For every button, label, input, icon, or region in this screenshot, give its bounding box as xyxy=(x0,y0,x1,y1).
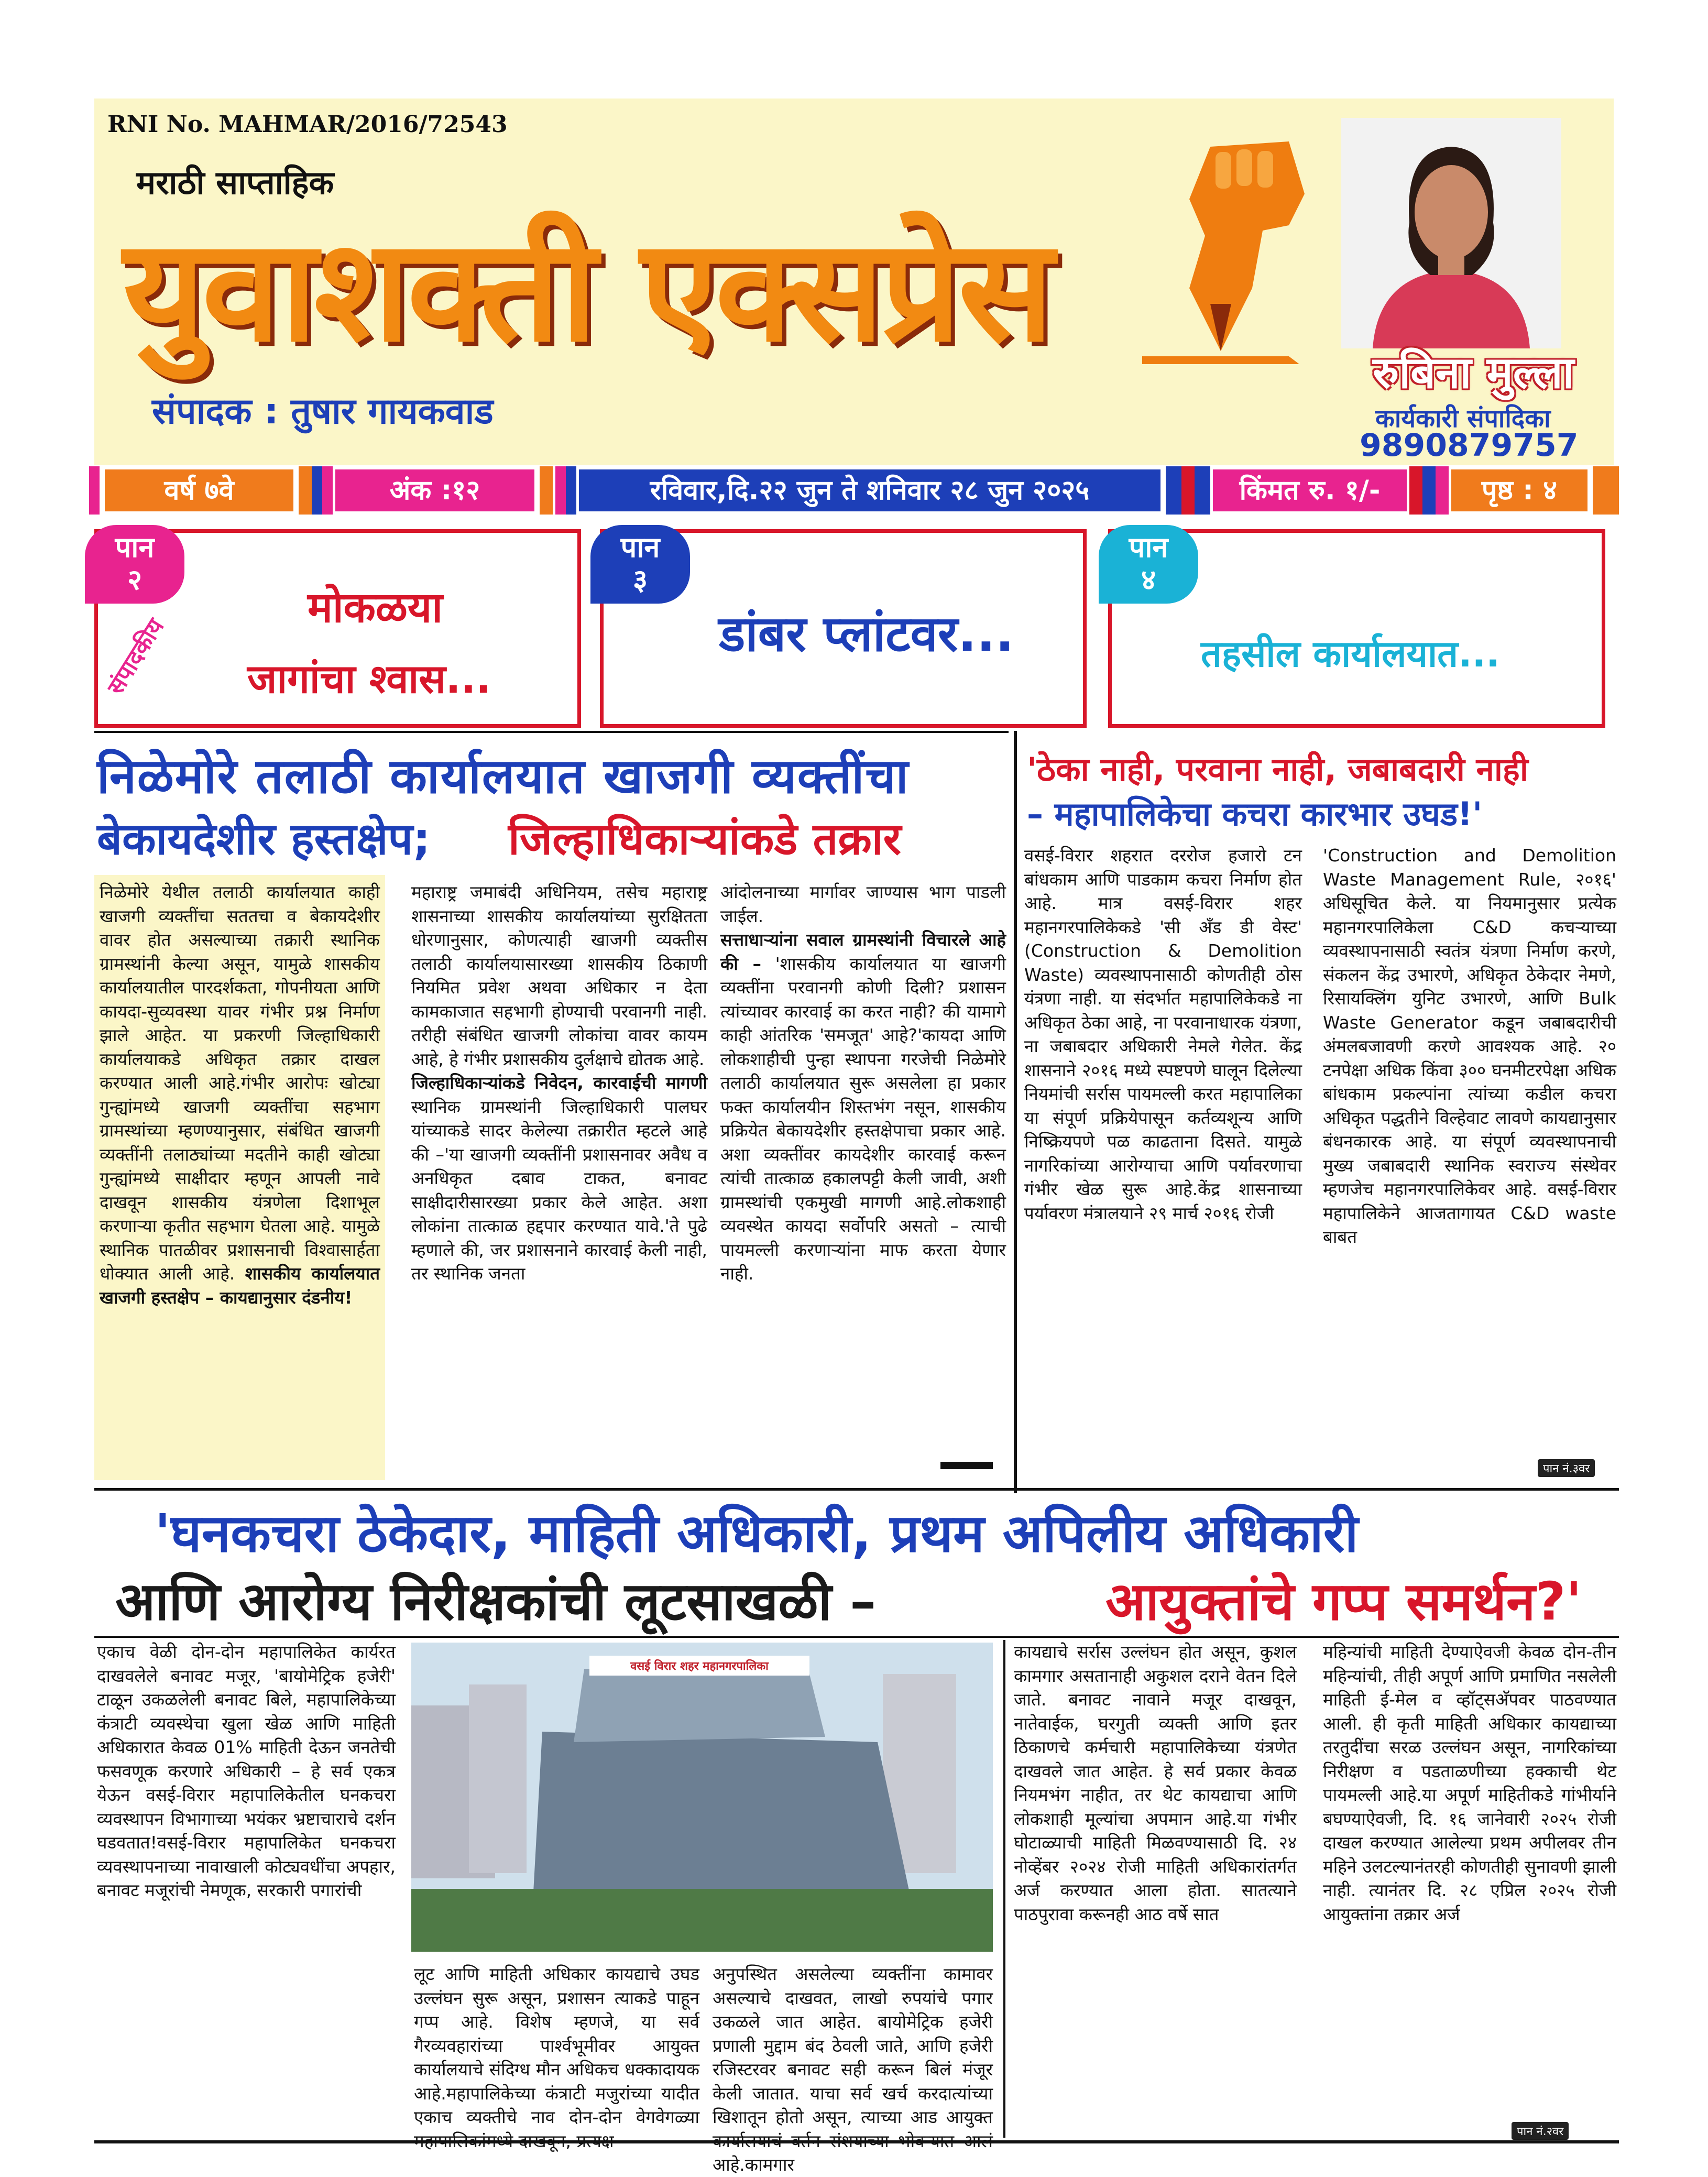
article3-col3: अनुपस्थित असलेल्या व्यक्तींना कामावर असल्याचे दाखवत, लाखो रुपयांचे पगार उकळले जात आहेत. बायोमेट्रिक हजेरी प्रणाली मुद्दाम बंद ठेवली जाते, आणि हजेरी रजिस्टरवर बनावट सही करून बिलं मंजूर केली जातात. याचा सर्व खर्च करदात्यांच्या खिशातून होतो असून, त्याच्या आड आयुक्त आहे.कामगार xyxy=(713,1964,993,2175)
issue-number: अंक :१२ xyxy=(335,469,534,511)
page-count: पृष्ठ : ४ xyxy=(1451,469,1587,511)
article1-col3: आंदोलनाच्या मार्गावर जाण्यास भाग पाडली जाईल. सत्ताधाऱ्यांना सवाल ग्रामस्थांनी विचारले आहे की – 'शासकीय कार्यालयात या खाजगी व्यक्तींना परवानगी कोणी दिली? प्रशासन त्यांच्यावर कारवाई का करत नाही? की यामागे काही आंतरिक 'समजूत' आहे?'कायदा आणि लोकशाहीची पुन्हा स्थापना गरजेची निळेमोरे तलाठी कार्यालयात सुरू असलेला हा प्रकार फक्त कार्यालयीन शिस्तभंग नसून, शासकीय प्रक्रियेत बेकायदेशीर हस्तक्षेपाचा प्रकार आहे. अशा व्यक्तींवर कायदेशीर कारवाई करून त्यांची तात्काळ हकालपट्टी केली जावी, अशी ग्रामस्थांची एकमुखी मागणी आहे.लोकशाही व्यवस्थेत कायदा सर्वोपरि असतो – त्याची पायमल्ली करणाऱ्यांना माफ करता येणार नाही. xyxy=(720,882,1006,1284)
end-mark xyxy=(940,1462,993,1469)
teaser-page-4[interactable] xyxy=(1108,529,1605,728)
editor-line: संपादक : तुषार गायकवाड xyxy=(152,391,494,432)
teaser-line1: मोकळया xyxy=(308,583,443,632)
article2-headline-line1: 'ठेका नाही, परवाना नाही, जबाबदारी नाही xyxy=(1027,750,1528,789)
divider xyxy=(94,1488,1619,1491)
teaser-line1: डांबर प्लांटवर... xyxy=(719,606,1014,663)
teaser-page-2[interactable] xyxy=(94,529,581,728)
page-bubble: पान ४ xyxy=(1099,525,1198,604)
article1-headline-line1: निळेमोरे तलाठी कार्यालयात खाजगी व्यक्तींचा xyxy=(97,748,910,804)
article2-headline-line2: – महापालिकेचा कचरा कारभार उघड!' xyxy=(1027,795,1483,833)
teaser-page-3[interactable] xyxy=(600,529,1087,728)
article3-col2: लूट आणि माहिती अधिकार कायद्याचे उघड उल्लंघन सुरू असून, प्रशासन त्याकडे पाहून गप्प आहे. विशेष म्हणजे, या सर्व गैरव्यवहारांच्या पार्श्वभूमीवर आयुक्त कार्यालयाचे संदिग्ध मौन अधिकच धक्कादायक आहे.महापालिकेच्या कंत्राटी मजुरांच्या यादीत एकाच व्यक्तीचे नाव दोन-दोन वेगवेगळ्या xyxy=(414,1964,699,2127)
article3-headline-line2b: आयुक्तांचे गप्प समर्थन?' xyxy=(1105,1571,1582,1632)
article3-col1: एकाच वेळी दोन-दोन महापालिकेत कार्यरत दाखवलेले बनावट मजूर, 'बायोमेट्रिक हजेरी' टाळून उकळलेली बनावट बिले, महापालिकेच्या कंत्राटी व्यवस्थेचा खुला खेळ आणि माहिती अधिकारात केवळ 01% माहिती देऊन जनतेची फसवणूक करणारे अधिकारी – हे सर्व एकत्र येऊन वसई-विरार महापालिकेतील घनकचरा व्यवस्थापन विभागाच्या भयंकर भ्रष्टाचाराचे दर्शन घडवतात!वसई-विरार महापालिकेत घनकचरा व्यवस्थापनाच्या नावाखाली कोट्यवधींचा अपहार, बनावट मजूरांची नेमणूक, सरकारी पगारांची xyxy=(97,1642,396,1900)
price-label: किंमत रु. १/- xyxy=(1213,469,1407,511)
column-rule xyxy=(1003,1640,1005,2138)
rni-number: RNI No. MAHMAR/2016/72543 xyxy=(107,111,508,138)
page-bottom-rule xyxy=(94,2140,1619,2143)
exec-editor-phone: 9890879757 xyxy=(1360,427,1579,464)
paper-title: युवाशक्ती एक्सप्रेस xyxy=(123,208,1051,373)
divider xyxy=(94,1636,1619,1638)
issue-info-bar xyxy=(89,466,1619,515)
exec-editor-name: रुबिना मुल्ला xyxy=(1373,347,1574,398)
article3-col4: कायद्याचे सर्रास उल्लंघन होत असून, कुशल कामगार असतानाही अकुशल दराने वेतन दिले जाते. बनावट नावाने मजूर दाखवून, नातेवाईक, घरगुती व्यक्ती आणि इतर ठिकाणचे कर्मचारी महापालिकेच्या यंत्रणेत दाखवले जात आहेत. हे सर्व प्रकार केवळ नियमभंग नाहीत, तर थेट कायद्याचा आणि लोकशाही मूल्यांचा अपमान आहे.या गंभीर घोटाळ्याची माहिती मिळवण्यासाठी दि. २४ नोव्हेंबर २०२४ रोजी माहिती अधिकारांतर्गत अर्ज करण्यात आला होता. सातत्याने पाठपुरावा करूनही आठ वर्षे सात xyxy=(1014,1642,1297,1924)
article3-headline-line2a: आणि आरोग्य निरीक्षकांची लूटसाखळी – xyxy=(115,1571,877,1632)
exec-editor-photo xyxy=(1341,118,1561,348)
article2-col2: 'Construction and Demolition Waste Management Rule, २०१६' अधिसूचित केले. या नियमानुसार प्रत्येक महानगरपालिकेला C&D कचऱ्याच्या व्यवस्थापनासाठी स्वतंत्र यंत्रणा निर्माण करणे, संकलन केंद्र उभारणे, अधिकृत ठेकेदार नेमणे, रिसायक्लिंग युनिट उभारणे, आणि Bulk Waste Generator कडून जबाबदारीची अंमलबजावणी करणे आवश्यक आहे. २० टनपेक्षा अधिक किंवा ३०० घनमीटरपेक्षा अधिक बांधकाम प्रकल्पांना त्यांच्या कडील कचरा अधिकृत पद्धतीने विल्हेवाट लावणे कायद्यानुसार बंधनकारक आहे. या संपूर्ण व्यवस्थापनाची मुख्य जबाबदारी स्थानिक स्वराज्य संस्थेवर म्हणजेच महानगरपालिकेवर आहे. वसई-विरार महापालिकेने आजतागायत C&D waste बाबत xyxy=(1323,845,1616,1247)
article1-col2: महाराष्ट्र जमाबंदी अधिनियम, तसेच महाराष्ट्र शासनाच्या शासकीय कार्यालयांच्या सुरक्षितता धोरणानुसार, कोणत्याही खाजगी व्यक्तीस तलाठी कार्यालयासारख्या शासकीय ठिकाणी नियमित प्रवेश अथवा अधिकार न देता कामकाजात सहभागी होण्याची परवानगी नाही. तरीही संबंधित खाजगी लोकांचा वावर कायम आहे, हे गंभीर प्रशासकीय दुर्लक्षाचे द्योतक आहे. जिल्हाधिकाऱ्यांकडे निवेदन, कारवाईची मागणी स्थानिक ग्रामस्थांनी जिल्हाधिकारी पालघर यांच्याकडे सादर केलेल्या तक्रारीत म्हटले आहे की –'या खाजगी व्यक्तींनी प्रशासनावर अवैध व अनधिकृत दबाव टाकत, बनावट साक्षीदारीसारख्या प्रकार केले आहेत. अशा लोकांना तात्काळ हद्दपार करण्यात यावे.'ते पुढे म्हणाले की, जर प्रशासनाने कारवाई केली नाही, तर स्थानिक जनता xyxy=(411,882,707,1284)
column-rule xyxy=(1014,731,1017,1493)
year-label: वर्ष ७वे xyxy=(105,469,293,511)
article1-headline-line2a: बेकायदेशीर हस्तक्षेप; xyxy=(97,813,431,865)
paper-subtitle: मराठी साप्ताहिक xyxy=(136,163,334,202)
teaser-line1: तहसील कार्यालयात... xyxy=(1201,632,1500,675)
continued-tag[interactable]: पान नं.३वर xyxy=(1538,1459,1595,1477)
raised-fist-pen-nib-icon xyxy=(1132,131,1320,372)
photo-caption: वसई विरार शहर महानगरपालिका xyxy=(630,1660,769,1673)
article2-col1: वसई-विरार शहरात दररोज हजारो टन बांधकाम आणि पाडकाम कचरा निर्माण होत आहे. मात्र वसई-विरार शहर महानगरपालिकेकडे 'सी अँड डी वेस्ट' (Construction & Demolition Waste) व्यवस्थापनासाठी कोणतीही ठोस यंत्रणा नाही. या संदर्भात महापालिकेकडे ना अधिकृत ठेका आहे, ना परवानाधारक यंत्रणा, ना जबाबदार अधिकारी नेमले गेलेत. केंद्र शासनाने २०१६ मध्ये स्पष्टपणे घालून दिलेल्या नियमांची सर्रास पायमल्ली करत महापालिका या संपूर्ण प्रक्रियेपासून कर्तव्यशून्य आणि निष्क्रियपणे पळ काढताना दिसते. यामुळे नागरिकांच्या आरोग्याचा आणि पर्यावरणाचा गंभीर खेळ सुरू आहे.केंद्र शासनाच्या पर्यावरण मंत्रालयाने २९ मार्च २०१६ रोजी xyxy=(1024,845,1302,1223)
article1-headline-line2b: जिल्हाधिकाऱ्यांकडे तक्रार xyxy=(508,813,901,865)
page-bubble: पान २ xyxy=(85,525,184,604)
article3-col5: महिन्यांची माहिती देण्याऐवजी केवळ दोन-तीन महिन्यांची, तीही अपूर्ण आणि प्रमाणित नसलेली माहिती ई-मेल व व्हॉट्सअ‍ॅपवर पाठवण्यात आली. ही कृती माहिती अधिकार कायद्याच्या तरतुदींचा सरळ उल्लंघन असून, नागरिकांच्या निरीक्षण व पडताळणीच्या हक्काची थेट पायमल्ली आहे.या अपूर्ण माहितीकडे गांभीर्याने बघण्याऐवजी, दि. १६ जानेवारी २०२५ रोजी दाखल करण्यात आलेल्या प्रथम अपीलवर तीन महिने उलटल्यानंतरही कोणतीही सुनावणी झाली नाही. त्यानंतर दि. २८ एप्रिल २०२५ रोजी आयुक्तांना तक्रार अर्ज xyxy=(1323,1642,1616,1924)
teaser-line2: जागांचा श्वास... xyxy=(247,655,491,702)
divider xyxy=(94,731,1009,733)
issue-date: रविवार,दि.२२ जुन ते शनिवार २८ जुन २०२५ xyxy=(579,469,1160,511)
exec-editor-role: कार्यकारी संपादिका xyxy=(1375,404,1551,433)
article1-col1: निळेमोरे येथील तलाठी कार्यालयात काही खाजगी व्यक्तींचा सततचा व बेकायदेशीर वावर होत असल्याच्या तक्रारी स्थानिक ग्रामस्थांनी केल्या असून, यामुळे शासकीय कार्यालयातील पारदर्शकता, गोपनीयता आणि कायदा-सुव्यवस्था यावर गंभीर प्रश्न निर्माण झाले आहेत. या प्रकरणी जिल्हाधिकारी कार्यालयाकडे अधिकृत तक्रार दाखल करण्यात आली आहे.गंभीर आरोपः खोट्या गुन्ह्यांमध्ये खाजगी व्यक्तींचा सहभाग ग्रामस्थांच्या म्हणण्यानुसार, संबंधित खाजगी व्यक्तींनी तलाठ्यांच्या मदतीने काही खोट्या गुन्ह्यांमध्ये साक्षीदार म्हणून आपली नावे दाखवून शासकीय यंत्रणेला दिशाभूल करणाऱ्या कृतीत सहभाग घेतला आहे. यामुळे स्थानिक पातळीवर प्रशासनाची विश्वासार्हता धोक्यात आली आहे. शासकीय कार्यालयात खाजगी हस्तक्षेप – कायद्यानुसार दंडनीय! xyxy=(94,875,385,1480)
municipal-building-photo xyxy=(411,1643,993,1952)
continued-tag[interactable]: पान नं.२वर xyxy=(1512,2122,1569,2140)
editorial-label: संपादकीय xyxy=(102,614,170,699)
page-bubble: पान ३ xyxy=(590,525,690,604)
article3-headline-line1: 'घनकचरा ठेकेदार, माहिती अधिकारी, प्रथम अपिलीय अधिकारी xyxy=(155,1503,1359,1564)
